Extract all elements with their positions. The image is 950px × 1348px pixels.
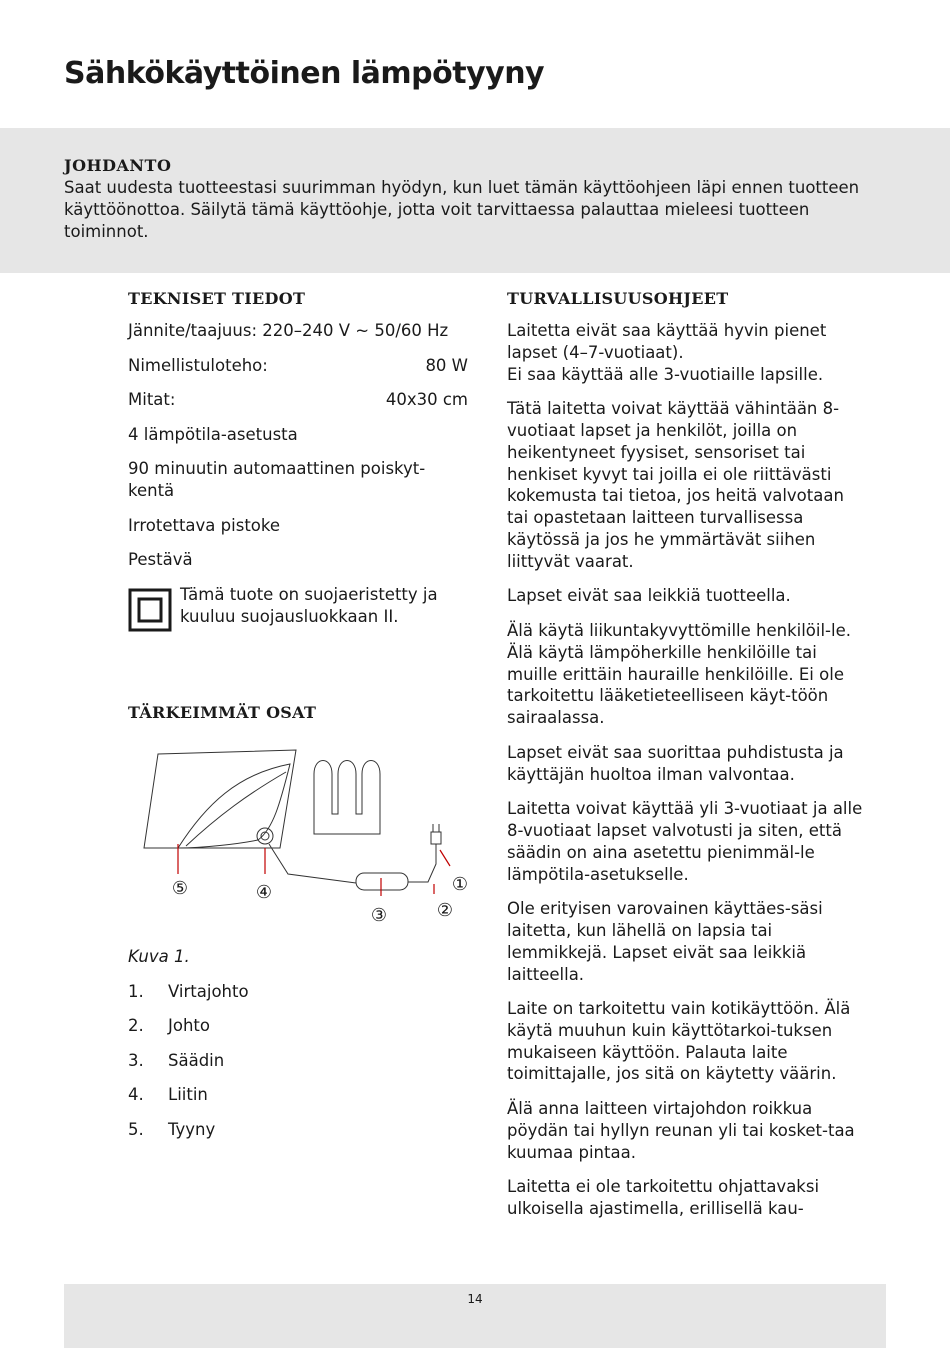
left-column: [128, 288, 468, 1154]
safety-heading: TURVALLISUUSOHJEET: [507, 289, 729, 308]
safety-paragraph: Laitetta ei ole tarkoitettu ohjattavaksi ulkoisella ajastimella, erillisellä kau-: [507, 1177, 820, 1219]
cord-part: [269, 844, 356, 883]
class-ii-note: [128, 584, 468, 632]
pad-outline: [144, 750, 296, 848]
list-item-number: 3.: [128, 1050, 144, 1070]
intro-text: Saat uudesta tuotteestasi suurimman hyödyn, kun luet tämän käyttöohjeen läpi ennen tuotteen käyttöönottoa. Säilytä tämä käyttöohje, jotta voit tarvittaessa palauttaa mieleesi tuotteen toiminnot.: [64, 178, 860, 241]
list-item-number: 4.: [128, 1085, 144, 1105]
list-item-label: Johto: [168, 1016, 210, 1036]
spec-settings: 4 lämpötila-asetusta: [128, 424, 298, 444]
spec-size: [128, 389, 468, 411]
spec-power-value: 80 W: [425, 355, 468, 375]
diagram-label-2: ②: [436, 899, 454, 921]
safety-paragraph: Älä käytä liikuntakyvyttömille henkilöil-le. Älä käytä lämpöherkille henkilöille tai muille erittäin hauraille henkilöille. Ei ole tarkoitettu lääketieteelliseen käyt-töön sairaalassa.: [507, 620, 851, 728]
list-item-label: Liitin: [168, 1085, 208, 1105]
class-ii-icon: [128, 588, 172, 632]
safety-paragraph: Lapset eivät saa leikkiä tuotteella.: [507, 586, 791, 606]
connector-part: [257, 828, 273, 844]
intro-heading: JOHDANTO: [64, 156, 172, 175]
spec-size-value: 40x30 cm: [385, 390, 468, 410]
parts-diagram: [128, 744, 468, 934]
plug-part: [431, 832, 441, 844]
diagram-label-5: ⑤: [171, 877, 189, 899]
specs-heading: TEKNISET TIEDOT: [128, 289, 306, 308]
spec-voltage: Jännite/taajuus: 220–240 V ~ 50/60 Hz: [128, 321, 449, 340]
safety-paragraph: Tätä laitetta voivat käyttää vähintään 8-vuotiaat lapset ja henkilöt, joilla on heikentyneet fyysiset, sensoriset tai henkiset kyvyt tai joilla ei ole riittävästi kokemusta tai tietoa, jos heitä valvotaan tai opastetaan laitteen turvallisessa käytössä ja jos he ymmärtävät siihen liittyvät vaarat.: [507, 399, 844, 571]
spec-power-label: Nimellistuloteho:: [128, 355, 268, 375]
page-title: Sähkökäyttöinen lämpötyyny: [64, 56, 545, 91]
power-cord-part: [408, 844, 436, 882]
list-item: [128, 1084, 468, 1106]
diagram-label-4: ④: [255, 881, 273, 903]
list-item: [128, 981, 468, 1003]
list-item-label: Virtajohto: [168, 981, 249, 1001]
controller-part: [356, 873, 408, 890]
spec-washable: Pestävä: [128, 550, 193, 570]
diagram-label-1: ①: [451, 873, 468, 895]
spec-plug: Irrotettava pistoke: [128, 515, 281, 535]
list-item-number: 2.: [128, 1016, 144, 1036]
list-item-label: Tyyny: [168, 1119, 216, 1139]
folded-pad: [314, 760, 380, 834]
diagram-label-3: ③: [370, 904, 388, 926]
safety-paragraph: Laite on tarkoitettu vain kotikäyttöön. Älä käytä muuhun kuin käyttötarkoi-tuksen mukaiseen käyttöön. Palauta laite toimittajalle, jos sitä on käytetty väärin.: [507, 999, 851, 1084]
safety-paragraph: Lapset eivät saa suorittaa puhdistusta ja käyttäjän huoltoa ilman valvontaa.: [507, 742, 844, 784]
list-item-number: 1.: [128, 981, 144, 1001]
safety-paragraph: Laitetta eivät saa käyttää hyvin pienet lapset (4–7-vuotiaat). Ei saa käyttää alle 3-vuotiaille lapsille.: [507, 321, 827, 384]
list-item: [128, 1119, 468, 1141]
safety-paragraph: Älä anna laitteen virtajohdon roikkua pöydän tai hyllyn reunan yli tai kosket-taa kuumaa pintaa.: [507, 1099, 855, 1162]
parts-heading: TÄRKEIMMÄT OSAT: [128, 702, 317, 722]
safety-paragraph: Ole erityisen varovainen käyttäes-säsi laitetta, kun lähellä on lapsia tai lemmikkejä. Lapset eivät saa leikkiä laitteella.: [507, 899, 823, 984]
list-item: [128, 1050, 468, 1072]
page-number: 14: [467, 1292, 483, 1306]
list-item-number: 5.: [128, 1119, 144, 1139]
list-item-label: Säädin: [168, 1050, 225, 1070]
list-item: [128, 1015, 468, 1037]
safety-paragraph: Laitetta voivat käyttää yli 3-vuotiaat ja alle 8-vuotiaat lapset valvotusti ja siten, että säädin on aina asetettu pienimmäl-le lämpötila-asetukselle.: [507, 799, 863, 884]
pad-fold-inner: [186, 772, 286, 846]
figure-caption: Kuva 1.: [128, 946, 190, 966]
right-column: [507, 288, 867, 1233]
spec-power: [128, 355, 468, 377]
spec-auto-off: 90 minuutin automaattinen poiskyt- kentä: [128, 459, 426, 501]
class-ii-text: Tämä tuote on suojaeristetty ja kuuluu suojausluokkaan II.: [180, 584, 438, 626]
spec-size-label: Mitat:: [128, 390, 176, 410]
